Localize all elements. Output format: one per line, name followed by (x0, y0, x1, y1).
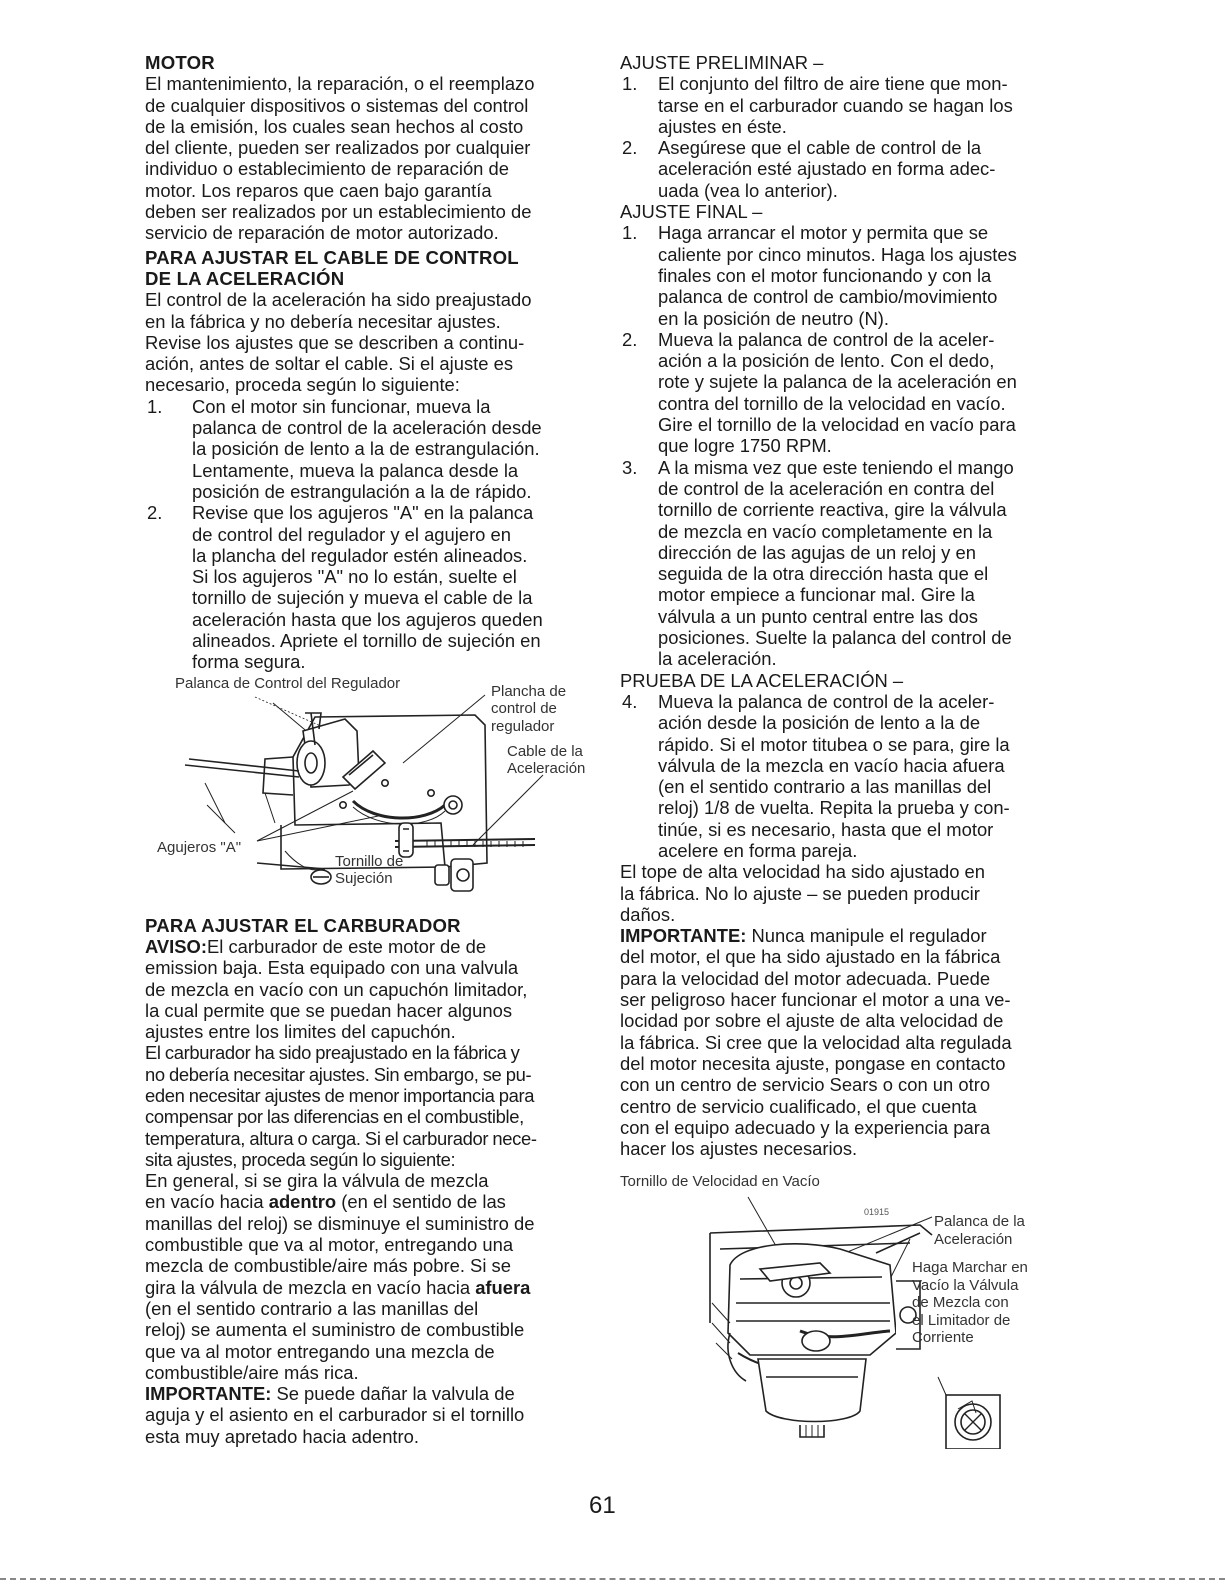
text-line: Lentamente, mueva la palanca desde la (192, 459, 519, 481)
carburetor-heading: PARA AJUSTAR EL CARBURADOR (145, 914, 461, 936)
governor-figure (145, 673, 605, 905)
text-line: posición de estrangulación a la de rápido. (192, 480, 532, 502)
text-line: posiciones. Suelte la palanca del control de (658, 627, 1012, 649)
text-line: la fábrica. Si cree que la velocidad alta regulada (620, 1031, 1012, 1053)
text-line: ación desde la posición de lento a la de (658, 712, 981, 734)
text-line: con un centro de servicio Sears o con un otro (620, 1074, 991, 1096)
text-line: tornillo de sujeción y mueva el cable de la (192, 587, 533, 609)
text-line: finales con el motor funcionando y con la (658, 264, 992, 286)
label-idle-mixture-valve (912, 1259, 1028, 1347)
text-line: El mantenimiento, la reparación, o el reemplazo (145, 73, 535, 95)
preliminary-steps-list (620, 73, 1065, 201)
text-line: palanca de control de la aceleración desde (192, 417, 542, 439)
scan-edge-divider (0, 1578, 1225, 1580)
step-number: 1. (622, 73, 638, 95)
text-line (145, 1191, 600, 1212)
list-item (620, 73, 1065, 137)
text-line: sita ajustes, proceda según lo siguiente: (145, 1148, 456, 1170)
list-item (620, 691, 1065, 861)
list-item (620, 137, 1065, 201)
final-heading: AJUSTE FINAL – (620, 201, 763, 223)
text-line: locidad por sobre el ajuste de alta velocidad de (620, 1010, 1004, 1032)
text-line: del cliente, pueden ser realizados por cualquier (145, 137, 531, 159)
list-item (145, 502, 600, 672)
acceleration-test-list (620, 691, 1065, 861)
text-line: en la fábrica y no debería necesitar ajustes. (145, 310, 501, 332)
text-line: la plancha del regulador estén alineados. (192, 544, 528, 566)
page-number: 61 (589, 1492, 616, 1519)
text-line: la fábrica. No lo ajuste – se pueden producir (620, 882, 980, 904)
left-column (145, 52, 600, 1447)
text-line (145, 1277, 600, 1298)
emphasis-adentro: adentro (268, 1191, 337, 1213)
step-number: 1. (147, 395, 163, 417)
text-line: hacer los ajustes necesarios. (620, 1138, 858, 1160)
motor-heading: MOTOR (145, 52, 215, 73)
text-line: Haga arrancar el motor y permita que se (658, 222, 989, 244)
text-line: A la misma vez que este teniendo el mango (658, 456, 1014, 478)
text-span: Nunca manipule el regulador (746, 925, 987, 947)
text-line: combustible/aire más rica. (145, 1361, 359, 1383)
text-line: aceleración hasta que los agujeros queden (192, 608, 543, 630)
label-line: Sujeción (335, 870, 393, 888)
label-line: Palanca de la (934, 1213, 1025, 1231)
carburetor-paragraph (145, 1042, 600, 1170)
step-number: 2. (622, 328, 638, 350)
text-line: dirección de las agujas de un reloj y en (658, 541, 976, 563)
cable-heading-line-2: DE LA ACELERACIÓN (145, 267, 345, 289)
text-line: El tope de alta velocidad ha sido ajustado en (620, 861, 986, 883)
high-speed-stop-paragraph (620, 861, 1065, 925)
text-span: en vacío hacia (145, 1191, 269, 1213)
step-number: 1. (622, 222, 638, 244)
list-item (620, 329, 1065, 457)
text-line: la posición de lento a la de estrangulación. (192, 438, 540, 460)
text-line: acelere en forma pareja. (658, 839, 858, 861)
text-line: la cual permite que se puedan hacer algunos (145, 999, 513, 1021)
text-line: Mueva la palanca de control de la aceler- (658, 328, 995, 350)
text-line: reloj) 1/8 de vuelta. Repita la prueba y con- (658, 797, 1010, 819)
text-line: mezcla de combustible/aire más pobre. Si se (145, 1255, 511, 1277)
step-number: 2. (622, 137, 638, 159)
text-line: que va al motor entregando una mezcla de (145, 1340, 495, 1362)
text-line: ser peligroso hacer funcionar el motor a una ve- (620, 989, 1011, 1011)
text-line: válvula de la mezcla en vacío hacia afuera (658, 754, 1005, 776)
text-line: centro de servicio cualificado, el que cuenta (620, 1095, 977, 1117)
text-line (145, 936, 600, 957)
label-line: el Limitador de (912, 1311, 1011, 1329)
text-line: individuo o establecimiento de reparación de (145, 158, 509, 180)
text-line: de cualquier dispositivos o sistemas del control (145, 94, 529, 116)
text-line: motor. Los reparos que caen bajo garantía (145, 179, 492, 201)
text-line: compensar por las diferencias en el combustible, (145, 1106, 524, 1128)
aviso-label: AVISO: (145, 935, 207, 957)
text-line: motor empiece a funcionar mal. Gire la (658, 584, 975, 606)
text-line: alineados. Apriete el tornillo de sujeción en (192, 630, 541, 652)
label-line: de Mezcla con (912, 1294, 1009, 1312)
text-line: (en el sentido contrario a las manillas del (145, 1297, 479, 1319)
text-line: servicio de reparación de motor autorizado. (145, 222, 499, 244)
text-line: El conjunto del filtro de aire tiene que mon- (658, 73, 1008, 95)
text-line: la aceleración. (658, 648, 777, 670)
text-line: emission baja. Esta equipado con una valvula (145, 957, 519, 979)
text-line: válvula a un punto central entre las dos (658, 605, 978, 627)
label-line: Tornillo de (335, 852, 404, 870)
text-line: El carburador ha sido preajustado en la fábrica y (145, 1042, 520, 1064)
step-number: 3. (622, 456, 638, 478)
label-line: Haga Marchar en (912, 1259, 1028, 1277)
text-span: gira la válvula de mezcla en vacío hacia (145, 1276, 476, 1298)
label-line: regulador (491, 717, 555, 735)
text-line (145, 1383, 600, 1404)
label-line: Plancha de (491, 682, 567, 700)
list-item (620, 222, 1065, 328)
step-number: 4. (622, 690, 638, 712)
text-line: tornillo de corriente reactiva, gire la válvula (658, 499, 1007, 521)
list-item (145, 396, 600, 502)
text-line: ación a la posición de lento. Con el dedo, (658, 350, 995, 372)
text-line: forma segura. (192, 651, 306, 673)
text-line: ajustes entre los limites del capuchón. (145, 1021, 456, 1043)
text-span: Se puede dañar la valvula de (271, 1383, 515, 1405)
text-line: (en el sentido contrario a las manillas del (658, 776, 992, 798)
text-line: rápido. Si el motor titubea o se para, gire la (658, 733, 1010, 755)
text-line: de control del regulador y el agujero en (192, 523, 511, 545)
cable-heading-line-1: PARA AJUSTAR EL CABLE DE CONTROL (145, 246, 519, 268)
text-line: aguja y el asiento en el carburador si el tornillo (145, 1404, 525, 1426)
text-line: temperatura, altura o carga. Si el carburador nece- (145, 1127, 537, 1149)
label-idle-speed-screw: Tornillo de Velocidad en Vacío (620, 1173, 820, 1191)
text-line: combustible que va al motor, entregando una (145, 1234, 514, 1256)
text-line: contra del tornillo de la velocidad en vacío. (658, 392, 1006, 414)
label-line: Cable de la (507, 742, 583, 760)
aviso-paragraph (145, 936, 600, 1042)
carburetor-figure (620, 1173, 1065, 1449)
text-line: Revise los ajustes que se describen a continu- (145, 331, 525, 353)
list-item (620, 457, 1065, 670)
label-governor-lever: Palanca de Control del Regulador (175, 674, 401, 692)
text-line: del motor necesita ajuste, pongase en contacto (620, 1052, 1006, 1074)
text-line: no debería necesitar ajustes. Sin embargo, se pu- (145, 1063, 532, 1085)
importante-label: IMPORTANTE: (620, 925, 747, 947)
importante-paragraph-left (145, 1383, 600, 1447)
text-line: esta muy apretado hacia adentro. (145, 1425, 419, 1447)
text-line: daños. (620, 903, 676, 925)
emphasis-afuera: afuera (475, 1276, 531, 1298)
text-line: palanca de control de cambio/movimiento (658, 286, 998, 308)
text-line: caliente por cinco minutos. Haga los ajustes (658, 243, 1017, 265)
step-number: 2. (147, 502, 163, 524)
text-line: ajustes en éste. (658, 115, 787, 137)
label-governor-plate (491, 683, 566, 736)
label-figure-code: 01915 (864, 1207, 890, 1218)
text-span: (en el sentido de las (336, 1191, 506, 1213)
text-line: que logre 1750 RPM. (658, 435, 832, 457)
general-paragraph (145, 1170, 600, 1383)
label-line: control de (491, 700, 557, 718)
label-throttle-cable (507, 743, 585, 778)
text-line: Asegúrese que el cable de control de la (658, 137, 982, 159)
text-line: seguida de la otra dirección hasta que el (658, 563, 989, 585)
text-line: necesario, proceda según lo siguiente: (145, 374, 460, 396)
text-line: Gire el tornillo de la velocidad en vacío para (658, 414, 1016, 436)
text-line: tarse en el carburador cuando se hagan los (658, 94, 1013, 116)
cable-paragraph (145, 289, 600, 395)
text-line: del motor, el que ha sido ajustado en la fábrica (620, 946, 1001, 968)
text-line: reloj) se aumenta el suministro de combustible (145, 1319, 525, 1341)
motor-paragraph (145, 73, 600, 243)
text-line: Revise que los agujeros "A" en la palanca (192, 502, 534, 524)
text-line: de mezcla en vacío con un capuchón limitador, (145, 978, 528, 1000)
text-line: uada (vea lo anterior). (658, 179, 838, 201)
text-line (620, 925, 1065, 946)
text-line: manillas del reloj) se disminuye el suministro de (145, 1212, 535, 1234)
text-span: El carburador de este motor de de (207, 935, 487, 957)
text-line: de la emisión, los cuales sean hechos al costo (145, 115, 524, 137)
acceleration-test-heading: PRUEBA DE LA ACELERACIÓN – (620, 669, 904, 691)
right-column (620, 52, 1065, 1449)
text-line: tinúe, si es necesario, hasta que el motor (658, 818, 994, 840)
text-line: El control de la aceleración ha sido preajustado (145, 289, 532, 311)
label-line: Vacío la Válvula (912, 1276, 1019, 1294)
cable-steps-list (145, 396, 600, 673)
label-throttle-lever (934, 1213, 1025, 1248)
label-line: Aceleración (934, 1230, 1013, 1248)
text-line: eden necesitar ajustes de menor importancia para (145, 1084, 535, 1106)
label-clamp-screw (335, 853, 403, 888)
text-line: rote y sujete la palanca de la aceleración en (658, 371, 1017, 393)
text-line: en la posición de neutro (N). (658, 307, 890, 329)
text-line: Con el motor sin funcionar, mueva la (192, 395, 491, 417)
text-line: de mezcla en vacío completamente en la (658, 520, 993, 542)
label-line: Corriente (912, 1329, 974, 1347)
text-line: deben ser realizados por un establecimiento de (145, 201, 532, 223)
text-line: para la velocidad del motor adecuada. Puede (620, 967, 991, 989)
final-steps-list (620, 222, 1065, 669)
label-line: Aceleración (507, 760, 586, 778)
text-line: de control de la aceleración en contra del (658, 477, 995, 499)
text-line: Si los agujeros "A" no lo están, suelte el (192, 566, 517, 588)
label-holes-a: Agujeros "A" (157, 838, 242, 856)
text-line: ación, antes de soltar el cable. Si el ajuste es (145, 353, 514, 375)
text-line: En general, si se gira la válvula de mezcla (145, 1170, 489, 1192)
text-line: Mueva la palanca de control de la aceler- (658, 690, 995, 712)
importante-label: IMPORTANTE: (145, 1383, 272, 1405)
importante-paragraph-right (620, 925, 1065, 1159)
text-line: con el equipo adecuado y la experiencia para (620, 1116, 991, 1138)
text-line: aceleración esté ajustado en forma adec- (658, 158, 996, 180)
preliminary-heading: AJUSTE PRELIMINAR – (620, 52, 824, 73)
